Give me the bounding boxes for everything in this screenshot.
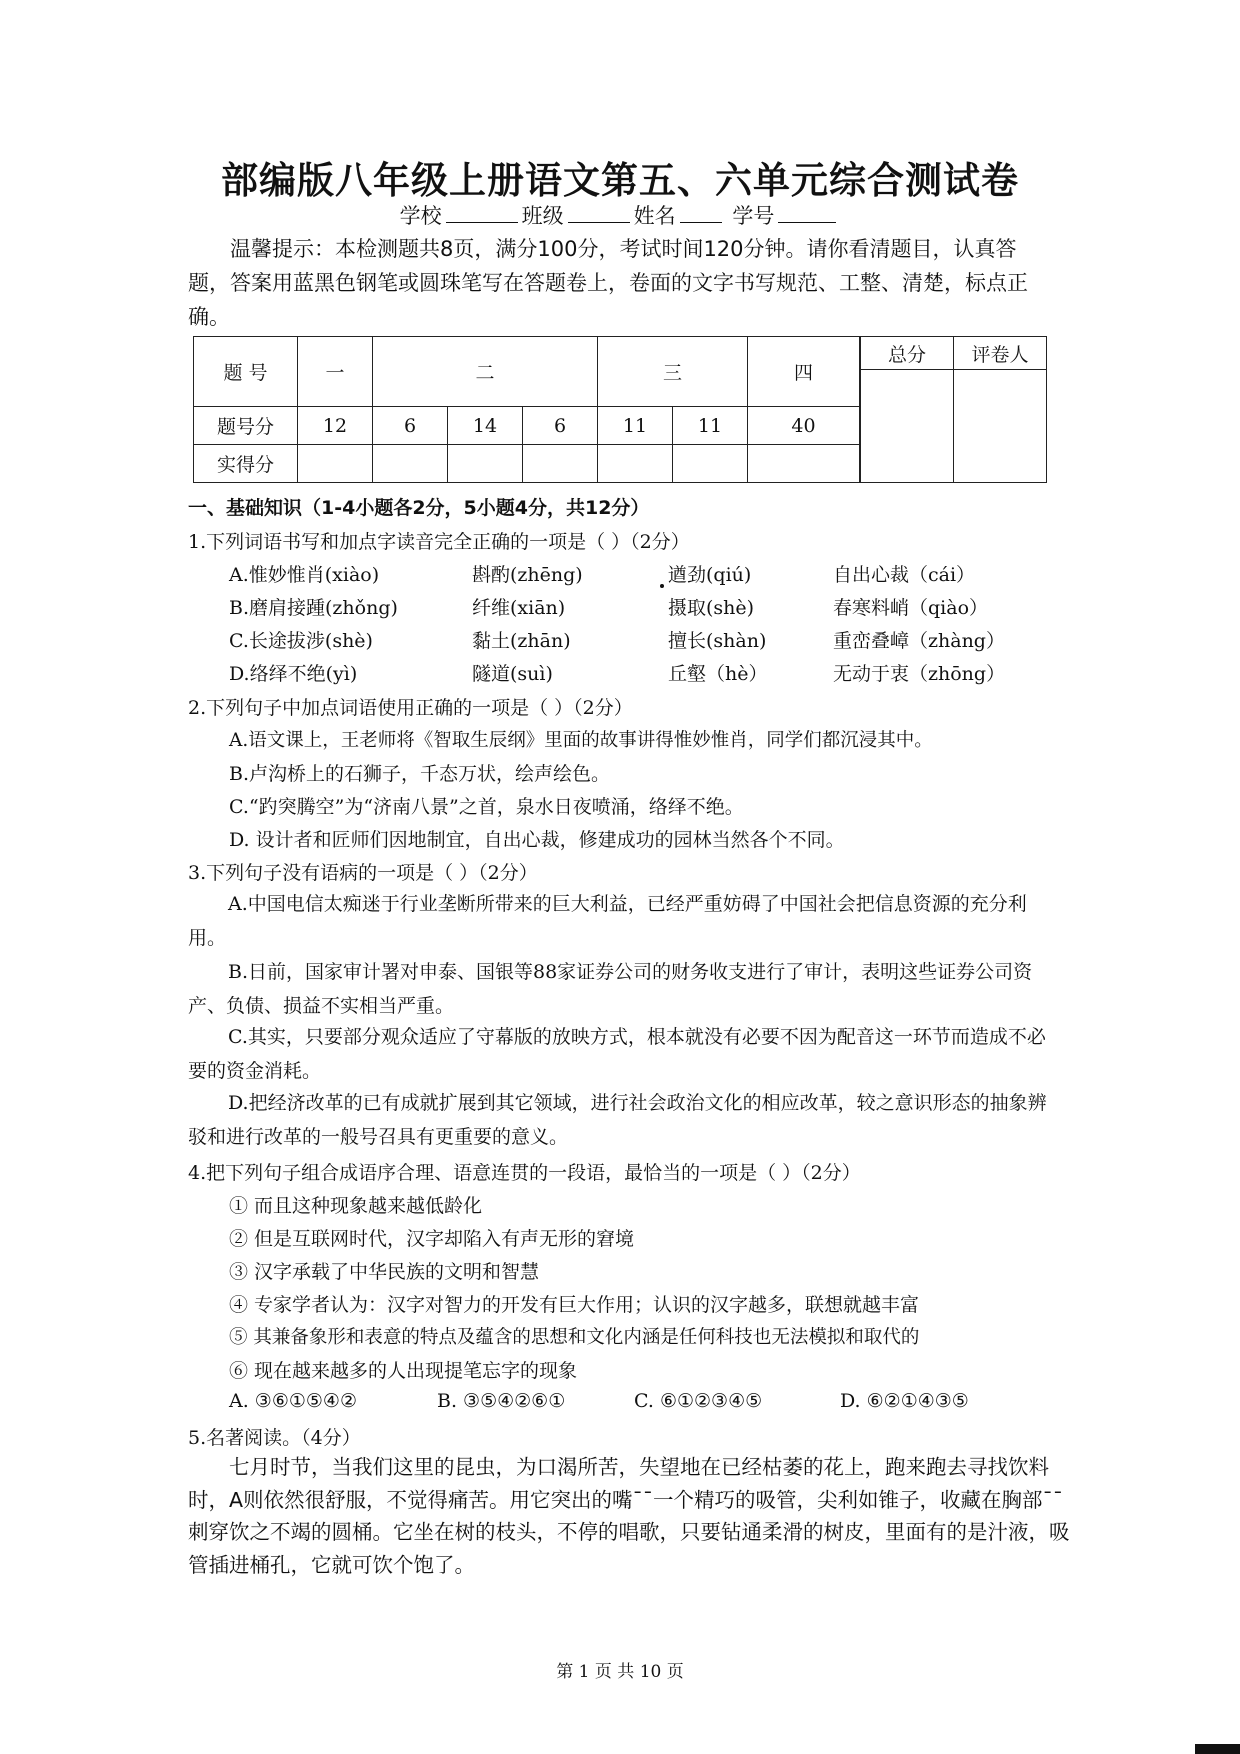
school-label: 学校 [399, 204, 442, 228]
q1-option: 自出心裁（cái） [833, 564, 976, 586]
number-label: 学号 [732, 204, 775, 228]
q1-stem: 1.下列词语书写和加点字读音完全正确的一项是（ ）（2分） [188, 531, 690, 553]
q1-option: 春寒料峭（qiào） [833, 597, 989, 619]
got-score-cell[interactable] [298, 445, 373, 483]
got-score-cell[interactable] [748, 445, 860, 483]
q3-option: A.中国电信太痴迷于行业垄断所带来的巨大利益，已经严重妨碍了中国社会把信息资源的充分利用。 [188, 893, 1027, 949]
q1-option: 重峦叠嶂（zhàng） [833, 630, 1005, 652]
got-score-cell[interactable] [448, 445, 523, 483]
section-cell: 四 [748, 337, 860, 407]
got-score-cell[interactable] [373, 445, 448, 483]
class-label: 班级 [521, 204, 564, 228]
school-blank[interactable] [446, 204, 518, 223]
q1-option: 无动于衷（zhōng） [833, 663, 1006, 685]
q1-option: D.络绎不绝(yì) [229, 663, 358, 685]
page-footer: 第 1 页 共 10 页 [556, 1662, 684, 1682]
got-score-cell[interactable] [598, 445, 673, 483]
score-cell: 14 [448, 407, 523, 445]
q2-stem: 2.下列句子中加点词语使用正确的一项是（ ）（2分） [188, 697, 633, 719]
q1-option: 丘壑（hè） [668, 663, 768, 685]
notice-text: 温馨提示：本检测题共8页，满分100分，考试时间120分钟。请你看清题目，认真答题，答案用蓝黑色钢笔或圆珠笔写在答题卷上，卷面的文字书写规范、工整、清楚，标点正确。 [188, 237, 1028, 329]
q4-choice: D. ⑥②①④③⑤ [840, 1390, 969, 1412]
section1-title: 一、基础知识（1-4小题各2分，5小题4分，共12分） [188, 497, 650, 519]
score-label-cell: 题号分 [194, 407, 298, 445]
number-blank[interactable] [778, 204, 836, 223]
exam-title: 部编版八年级上册语文第五、六单元综合测试卷 [221, 159, 1019, 202]
q1-option: 擅长(shàn) [668, 630, 767, 652]
total-label: 总分 [861, 337, 954, 370]
name-blank[interactable] [680, 204, 722, 223]
q3-option: B.日前，国家审计署对申泰、国银等88家证券公司的财务收支进行了审计，表明这些证券公司资产、负债、损益不实相当严重。 [188, 961, 1033, 1017]
score-cell: 12 [298, 407, 373, 445]
q3-option: D.把经济改革的已有成就扩展到其它领域，进行社会政治文化的相应改革，较之意识形态的抽象辨驳和进行改革的一般号召具有更重要的意义。 [188, 1092, 1047, 1148]
q1-option: 斟酌(zhēng) [472, 564, 583, 586]
got-score-cell[interactable] [523, 445, 598, 483]
q1-option: C.长途拔涉(shè) [229, 630, 373, 652]
corner-mark [1195, 1744, 1240, 1754]
q4-choice: B. ③⑤④②⑥① [437, 1390, 566, 1412]
score-cell: 11 [598, 407, 673, 445]
q1-option: 纤维(xiān) [472, 597, 566, 619]
score-table [193, 336, 860, 483]
section-cell: 三 [598, 337, 748, 407]
q4-stem: 4.把下列句子组合成语序合理、语意连贯的一段语，最恰当的一项是（ ）（2分） [188, 1162, 861, 1184]
grader-label: 评卷人 [954, 337, 1047, 370]
score-cell: 6 [523, 407, 598, 445]
q4-item: ② 但是互联网时代，汉字却陷入有声无形的窘境 [229, 1228, 635, 1250]
q4-item: ③ 汉字承载了中华民族的文明和智慧 [229, 1261, 540, 1283]
q4-item: ① 而且这种现象越来越低龄化 [229, 1195, 483, 1217]
grader-cell[interactable] [954, 370, 1047, 483]
q1-option: 隧道(suì) [472, 663, 553, 685]
q2-option: B.卢沟桥上的石狮子，千态万状，绘声绘色。 [229, 763, 611, 785]
score-cell: 40 [748, 407, 860, 445]
q2-option: A.语文课上，王老师将《智取生辰纲》里面的故事讲得惟妙惟肖，同学们都沉浸其中。 [229, 730, 933, 751]
q4-choice: A. ③⑥①⑤④② [229, 1390, 357, 1412]
total-score-cell[interactable] [861, 370, 954, 483]
score-cell: 11 [673, 407, 748, 445]
q2-option: D. 设计者和匠师们因地制宜，自出心裁，修建成功的园林当然各个不同。 [229, 829, 845, 851]
q2-option: C.“趵突腾空”为“济南八景”之首，泉水日夜喷涌，络绎不绝。 [229, 796, 744, 818]
q1-option: 黏土(zhān) [472, 630, 571, 652]
q4-item: ④ 专家学者认为：汉字对智力的开发有巨大作用；认识的汉字越多，联想就越丰富 [229, 1294, 920, 1316]
score-cell: 6 [373, 407, 448, 445]
name-label: 姓名 [633, 204, 676, 228]
q4-item: ⑤ 其兼备象形和表意的特点及蕴含的思想和文化内涵是任何科技也无法模拟和取代的 [229, 1327, 920, 1348]
q1-option: A.惟妙惟肖(xiào) [229, 564, 380, 586]
q1-option: 摄取(shè) [668, 597, 755, 619]
q1-option: 遒劲(qiú) [668, 564, 752, 586]
q3-option: C.其实，只要部分观众适应了守幕版的放映方式，根本就没有必要不因为配音这一环节而造成不必要的资金消耗。 [188, 1026, 1046, 1082]
total-score-table [860, 336, 1047, 483]
got-score-cell[interactable] [673, 445, 748, 483]
section-cell: 一 [298, 337, 373, 407]
q5-passage: 七月时节，当我们这里的昆虫，为口渴所苦，失望地在已经枯萎的花上，跑来跑去寻找饮料时，A则依然很舒服，不觉得痛苦。用它突出的嘴¯¯一个精巧的吸管，尖利如锥子，收藏在胸部¯¯刺穿饮之不竭的圆桶。它坐在树的枝头，不停的唱歌，只要钻通柔滑的树皮，里面有的是汁液，吸管插进桶孔，它就可饮个饱了。 [188, 1455, 1070, 1577]
got-label-cell: 实得分 [194, 445, 298, 483]
q4-choice: C. ⑥①②③④⑤ [634, 1390, 763, 1412]
emphasis-dot [660, 584, 664, 588]
class-blank[interactable] [568, 204, 630, 223]
q4-item: ⑥ 现在越来越多的人出现提笔忘字的现象 [229, 1360, 578, 1382]
q1-option: B.磨肩接踵(zhǒng) [229, 597, 398, 619]
q3-stem: 3.下列句子没有语病的一项是（ ）（2分） [188, 862, 538, 884]
student-info-line [0, 200, 1240, 230]
row-header-cell: 题 号 [194, 337, 298, 407]
q5-stem: 5.名著阅读。（4分） [188, 1427, 361, 1449]
section-cell: 二 [373, 337, 598, 407]
